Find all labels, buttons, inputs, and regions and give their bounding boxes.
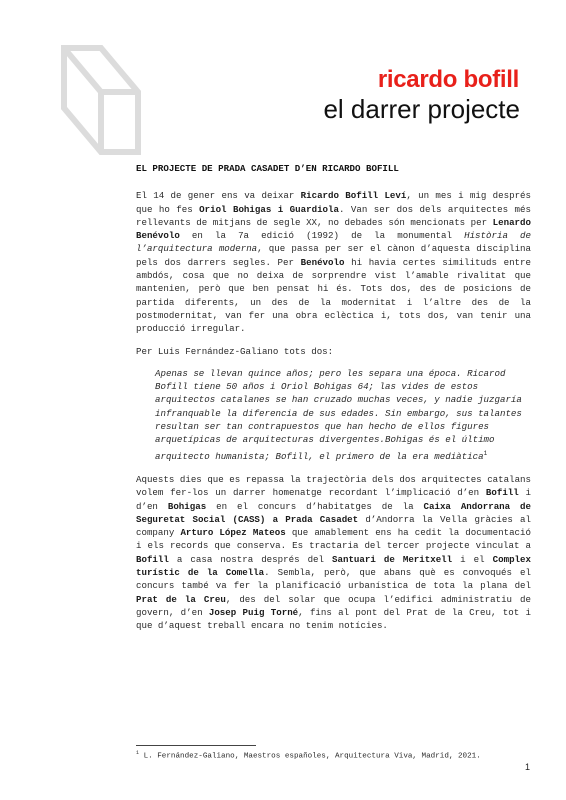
bold-name: Complex turístic de la Comella (136, 553, 531, 579)
text-run: , un mes i mig després que ho fes (136, 190, 531, 215)
footnote-text: L. Fernández-Galiano, Maestros españoles, Arquitectura Viva, Madrid, 2021. (139, 752, 481, 761)
paragraph-intro (136, 189, 531, 335)
quote-text: Apenas se llevan quince años; pero les separa una época. Ricarod Bofill tiene 50 años i Oriol Bohigas 64; las vides de estos arquitectos catalanes se han cruzado muchas veces, y nadie juzgaría infranquable la diferencia de sus edades. Sin embargo, sus talantes resultan ser tan contrapuestos que han hecho de ellos figures arquetípicas de arquitecturas divergentes.Bohigas és el último arquitecto humanista; Bofill, el primero de la era mediàtica (155, 367, 522, 462)
text-run: . Sembla, però, que abans què es convoqués el concurs també va fer la planificació urbanística de tota la plana del (136, 567, 531, 592)
text-run: . Van ser dos dels arquitectes més rellevants de mitjans de segle XX, no debades són mencionats per (136, 203, 531, 228)
bold-name: Oriol Bohigas i Guardiola (199, 203, 339, 215)
text-run: hi havia certes similituds entre ambdós, cosa que no deixa de sorprendre vist l’amable rivalitat que mantenien, però que ben pensat hi és. Tots dos, des de posicions de partida diferents, un des de la modernitat i l’altre des de la postmodernitat, van fer una obra eclèctica i, tots dos, van tenir una producció irregular. (136, 256, 531, 335)
text-run: i d’en (136, 487, 531, 512)
text-run: d’Andorra la Vella gràcies al company (136, 513, 531, 539)
footnote-marker: 1 (136, 750, 140, 756)
article-body (136, 162, 531, 642)
footnote (136, 750, 536, 761)
text-run: , des del solar que ocupa l’edifici administratiu de govern, d’en (136, 593, 532, 618)
hexagon-outline-logo (56, 40, 146, 160)
brand-title: ricardo bofill (377, 66, 519, 93)
bold-name: Bofill (136, 553, 169, 565)
text-run: en el concurs d’habitatges de la (206, 500, 424, 512)
paragraph-quote-intro: Per Luis Fernández-Galiano tots dos: (136, 345, 334, 357)
paragraph-homage (136, 473, 531, 633)
text-run: El 14 de gener ens va deixar (136, 190, 301, 202)
text-run: Aquests dies que es repassa la trajectòria dels dos arquitectes catalans volem fer-los un darrer homenatge recordant l’implicació d’en (136, 473, 531, 499)
bold-name: Benévolo (300, 256, 345, 268)
bold-name: Lenardo Benévolo (136, 216, 531, 242)
bold-name: Bofill (485, 487, 519, 499)
bold-name: Santuari de Meritxell (332, 553, 453, 565)
bold-name: Josep Puig Torné (208, 606, 299, 618)
bold-name: Ricardo Bofill Leví (300, 190, 407, 202)
bold-name: Caixa Andorrana de Seguretat Social (CASS) a Prada Casadet (136, 500, 531, 525)
bold-name: Bohigas (167, 500, 207, 512)
text-run: en la 7a edició (1992) de la monumental (179, 230, 465, 242)
text-run: que amablement ens ha cedit la documentació i els records que conserva. Es tractaria del tercer projecte vinculat a (136, 527, 531, 552)
italic-title: Història de l’arquitectura moderna (136, 230, 531, 255)
footnote-divider (136, 745, 256, 746)
bold-name: Prat de la Creu (136, 593, 226, 605)
text-run: , que passa per ser el cànon d’aquesta disciplina pels dos darrers segles. Per (136, 243, 531, 268)
article-heading: EL PROJECTE DE PRADA CASADET D’EN RICARDO BOFILL (136, 163, 399, 174)
footnote-ref[interactable]: 1 (483, 449, 488, 457)
page-number: 1 (524, 762, 530, 772)
bold-name: Arturo López Mateos (180, 527, 286, 539)
text-run: a casa nostra després del (168, 553, 333, 565)
brand-subtitle: el darrer projecte (323, 94, 520, 124)
text-run: i el (452, 553, 493, 565)
text-run: , fins al pont del Prat de la Creu, tot i que d’aquest treball encara no tenim notícies. (136, 606, 532, 632)
block-quote (155, 367, 531, 463)
